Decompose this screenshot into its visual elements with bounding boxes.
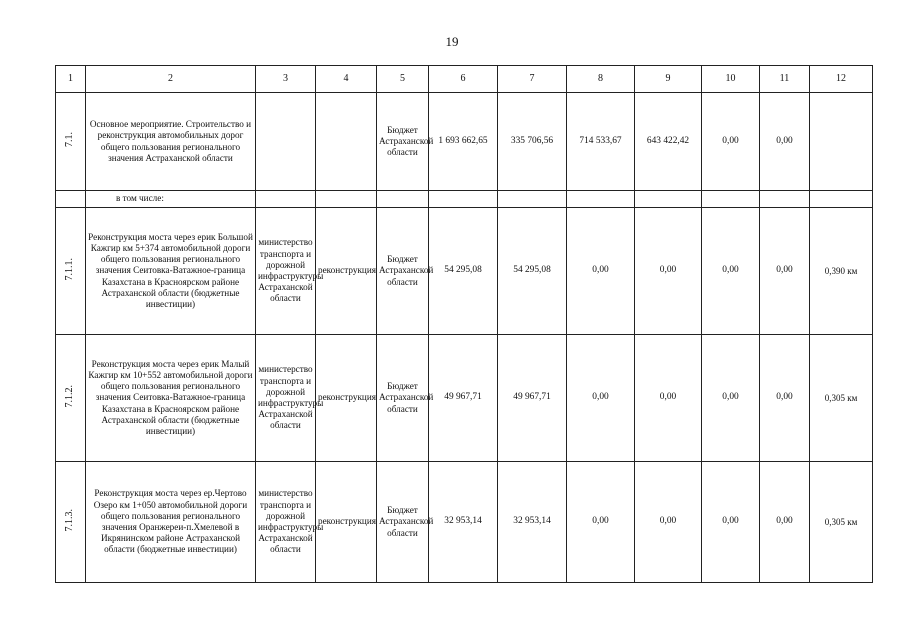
column-header: 12 [810, 66, 873, 93]
amount-year-2: 0,00 [567, 335, 635, 462]
amount-year-5: 0,00 [760, 462, 810, 583]
amount-year-5: 0,00 [760, 93, 810, 191]
row-code [56, 93, 86, 191]
amount-year-4: 0,00 [702, 335, 760, 462]
page-number: 19 [445, 34, 459, 49]
column-header: 8 [567, 66, 635, 93]
amount-year-2: 714 533,67 [567, 93, 635, 191]
work-type [316, 93, 377, 191]
amount-year-2: 0,00 [567, 462, 635, 583]
subheader-row [56, 191, 873, 208]
total-amount: 32 953,14 [429, 462, 498, 583]
column-header: 10 [702, 66, 760, 93]
executor: министерство транспорта и дорожной инфраструктуры Астраханской области [256, 208, 316, 335]
row-code-text: 7.1.1. [64, 258, 76, 281]
amount-year-3: 0,00 [635, 335, 702, 462]
amount-year-1: 32 953,14 [498, 462, 567, 583]
executor [256, 93, 316, 191]
column-header: 4 [316, 66, 377, 93]
column-header: 5 [377, 66, 429, 93]
total-amount: 1 693 662,65 [429, 93, 498, 191]
executor: министерство транспорта и дорожной инфраструктуры Астраханской области [256, 335, 316, 462]
column-header: 7 [498, 66, 567, 93]
amount-year-5: 0,00 [760, 335, 810, 462]
table-row [56, 208, 873, 335]
row-code [56, 335, 86, 462]
program-activities-table [55, 65, 873, 583]
amount-year-3: 0,00 [635, 208, 702, 335]
funding-source: Бюджет Астраханской области [377, 93, 429, 191]
column-header: 2 [86, 66, 256, 93]
executor: министерство транспорта и дорожной инфраструктуры Астраханской области [256, 462, 316, 583]
table-row [56, 93, 873, 191]
amount-year-3: 0,00 [635, 462, 702, 583]
column-number-row [56, 66, 873, 93]
row-code [56, 462, 86, 583]
column-header: 1 [56, 66, 86, 93]
work-type: реконструкция [316, 462, 377, 583]
funding-source: Бюджет Астраханской области [377, 335, 429, 462]
activity-name: Реконструкция моста через ерик Большой Кажгир км 5+374 автомобильной дороги общего пользования регионального значения Сеитовка-Ватажное-граница Казахстана в Красноярском районе Астраханской области (бюджетные инвестиции) [86, 208, 256, 335]
amount-year-2: 0,00 [567, 208, 635, 335]
row-code-text: 7.1.2. [64, 385, 76, 408]
column-header: 11 [760, 66, 810, 93]
table-row [56, 462, 873, 583]
total-amount: 49 967,71 [429, 335, 498, 462]
target-indicator: 0,305 км [810, 335, 873, 462]
subheader-label: в том числе: [86, 191, 256, 208]
amount-year-4: 0,00 [702, 208, 760, 335]
target-indicator [810, 93, 873, 191]
row-code [56, 208, 86, 335]
table-row [56, 335, 873, 462]
amount-year-4: 0,00 [702, 93, 760, 191]
activity-name: Основное мероприятие. Строительство и реконструкция автомобильных дорог общего пользования регионального значения Астраханской области [86, 93, 256, 191]
funding-source: Бюджет Астраханской области [377, 208, 429, 335]
amount-year-4: 0,00 [702, 462, 760, 583]
column-header: 6 [429, 66, 498, 93]
amount-year-1: 49 967,71 [498, 335, 567, 462]
amount-year-1: 335 706,56 [498, 93, 567, 191]
total-amount: 54 295,08 [429, 208, 498, 335]
work-type: реконструкция [316, 335, 377, 462]
amount-year-5: 0,00 [760, 208, 810, 335]
row-code-text: 7.1.3. [64, 509, 76, 532]
row-code [56, 191, 86, 208]
amount-year-3: 643 422,42 [635, 93, 702, 191]
target-indicator: 0,390 км [810, 208, 873, 335]
column-header: 3 [256, 66, 316, 93]
funding-source: Бюджет Астраханской области [377, 462, 429, 583]
amount-year-1: 54 295,08 [498, 208, 567, 335]
target-indicator: 0,305 км [810, 462, 873, 583]
activity-name: Реконструкция моста через ер.Чертово Озеро км 1+050 автомобильной дороги общего пользования регионального значения Оранжереи-п.Хмелевой в Икрянинском районе Астраханской области (бюджетные инвестиции) [86, 462, 256, 583]
column-header: 9 [635, 66, 702, 93]
row-code-text: 7.1. [64, 132, 76, 148]
work-type: реконструкция [316, 208, 377, 335]
activity-name: Реконструкция моста через ерик Малый Кажгир км 10+552 автомобильной дороги общего пользования регионального значения Сеитовка-Ватажное-граница Казахстана в Красноярском районе Астраханской области (бюджетные инвестиции) [86, 335, 256, 462]
